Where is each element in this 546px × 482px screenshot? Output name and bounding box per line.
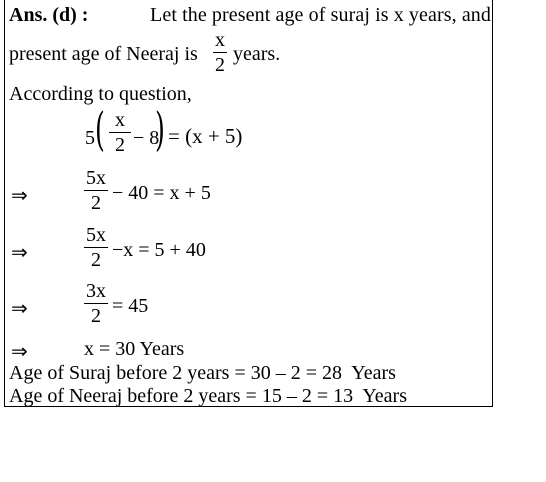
eq2-rest: − 40 = x + 5 (112, 182, 211, 204)
fraction-denominator: 2 (91, 192, 101, 214)
fraction-bar (109, 132, 131, 133)
fraction-numerator: 3x (86, 280, 106, 302)
fraction-bar (84, 190, 108, 191)
solution-box (4, 0, 493, 407)
eq5-result: x = 30 Years (84, 338, 185, 360)
answer-label: Ans. (d) : (9, 4, 89, 26)
neeraj-age-text: present age of Neeraj is (9, 43, 198, 65)
eq1-rhs: = (x + 5) (168, 124, 243, 148)
fraction-numerator: x (115, 109, 125, 131)
implies-icon: ⇒ (11, 298, 28, 320)
implies-icon: ⇒ (11, 242, 28, 264)
eq3-fraction (84, 225, 108, 270)
neeraj-age-fraction (213, 30, 227, 75)
fraction-denominator: 2 (91, 305, 101, 327)
fraction-denominator: 2 (115, 134, 125, 156)
eq3-rest: −x = 5 + 40 (112, 239, 206, 261)
eq1-right-paren: ) (155, 102, 165, 156)
eq1-left-paren: ( (95, 102, 105, 156)
eq4-fraction (84, 281, 108, 326)
according-text: According to question, (9, 83, 192, 105)
eq1-coefficient: 5 (85, 127, 95, 149)
answer-intro-line (9, 5, 491, 25)
fraction-numerator: 5x (86, 167, 106, 189)
neeraj-age-unit: years. (233, 43, 281, 65)
eq1-minus-eight: − 8 (133, 127, 160, 149)
fraction-denominator: 2 (91, 249, 101, 271)
implies-icon: ⇒ (11, 341, 28, 363)
answer-intro-text: Let the present age of suraj is x years, and (150, 4, 491, 26)
neeraj-age-line: Age of Neeraj before 2 years = 15 – 2 = 13 Years (9, 385, 407, 407)
fraction-bar (84, 247, 108, 248)
fraction-bar (84, 303, 108, 304)
fraction-numerator: 5x (86, 224, 106, 246)
fraction-bar (213, 52, 227, 53)
eq2-fraction (84, 168, 108, 213)
eq4-rest: = 45 (112, 295, 149, 317)
fraction-numerator: x (215, 29, 225, 51)
eq1-fraction (109, 110, 131, 155)
implies-icon: ⇒ (11, 185, 28, 207)
suraj-age-line: Age of Suraj before 2 years = 30 – 2 = 28 Years (9, 362, 396, 384)
fraction-denominator: 2 (215, 54, 225, 76)
